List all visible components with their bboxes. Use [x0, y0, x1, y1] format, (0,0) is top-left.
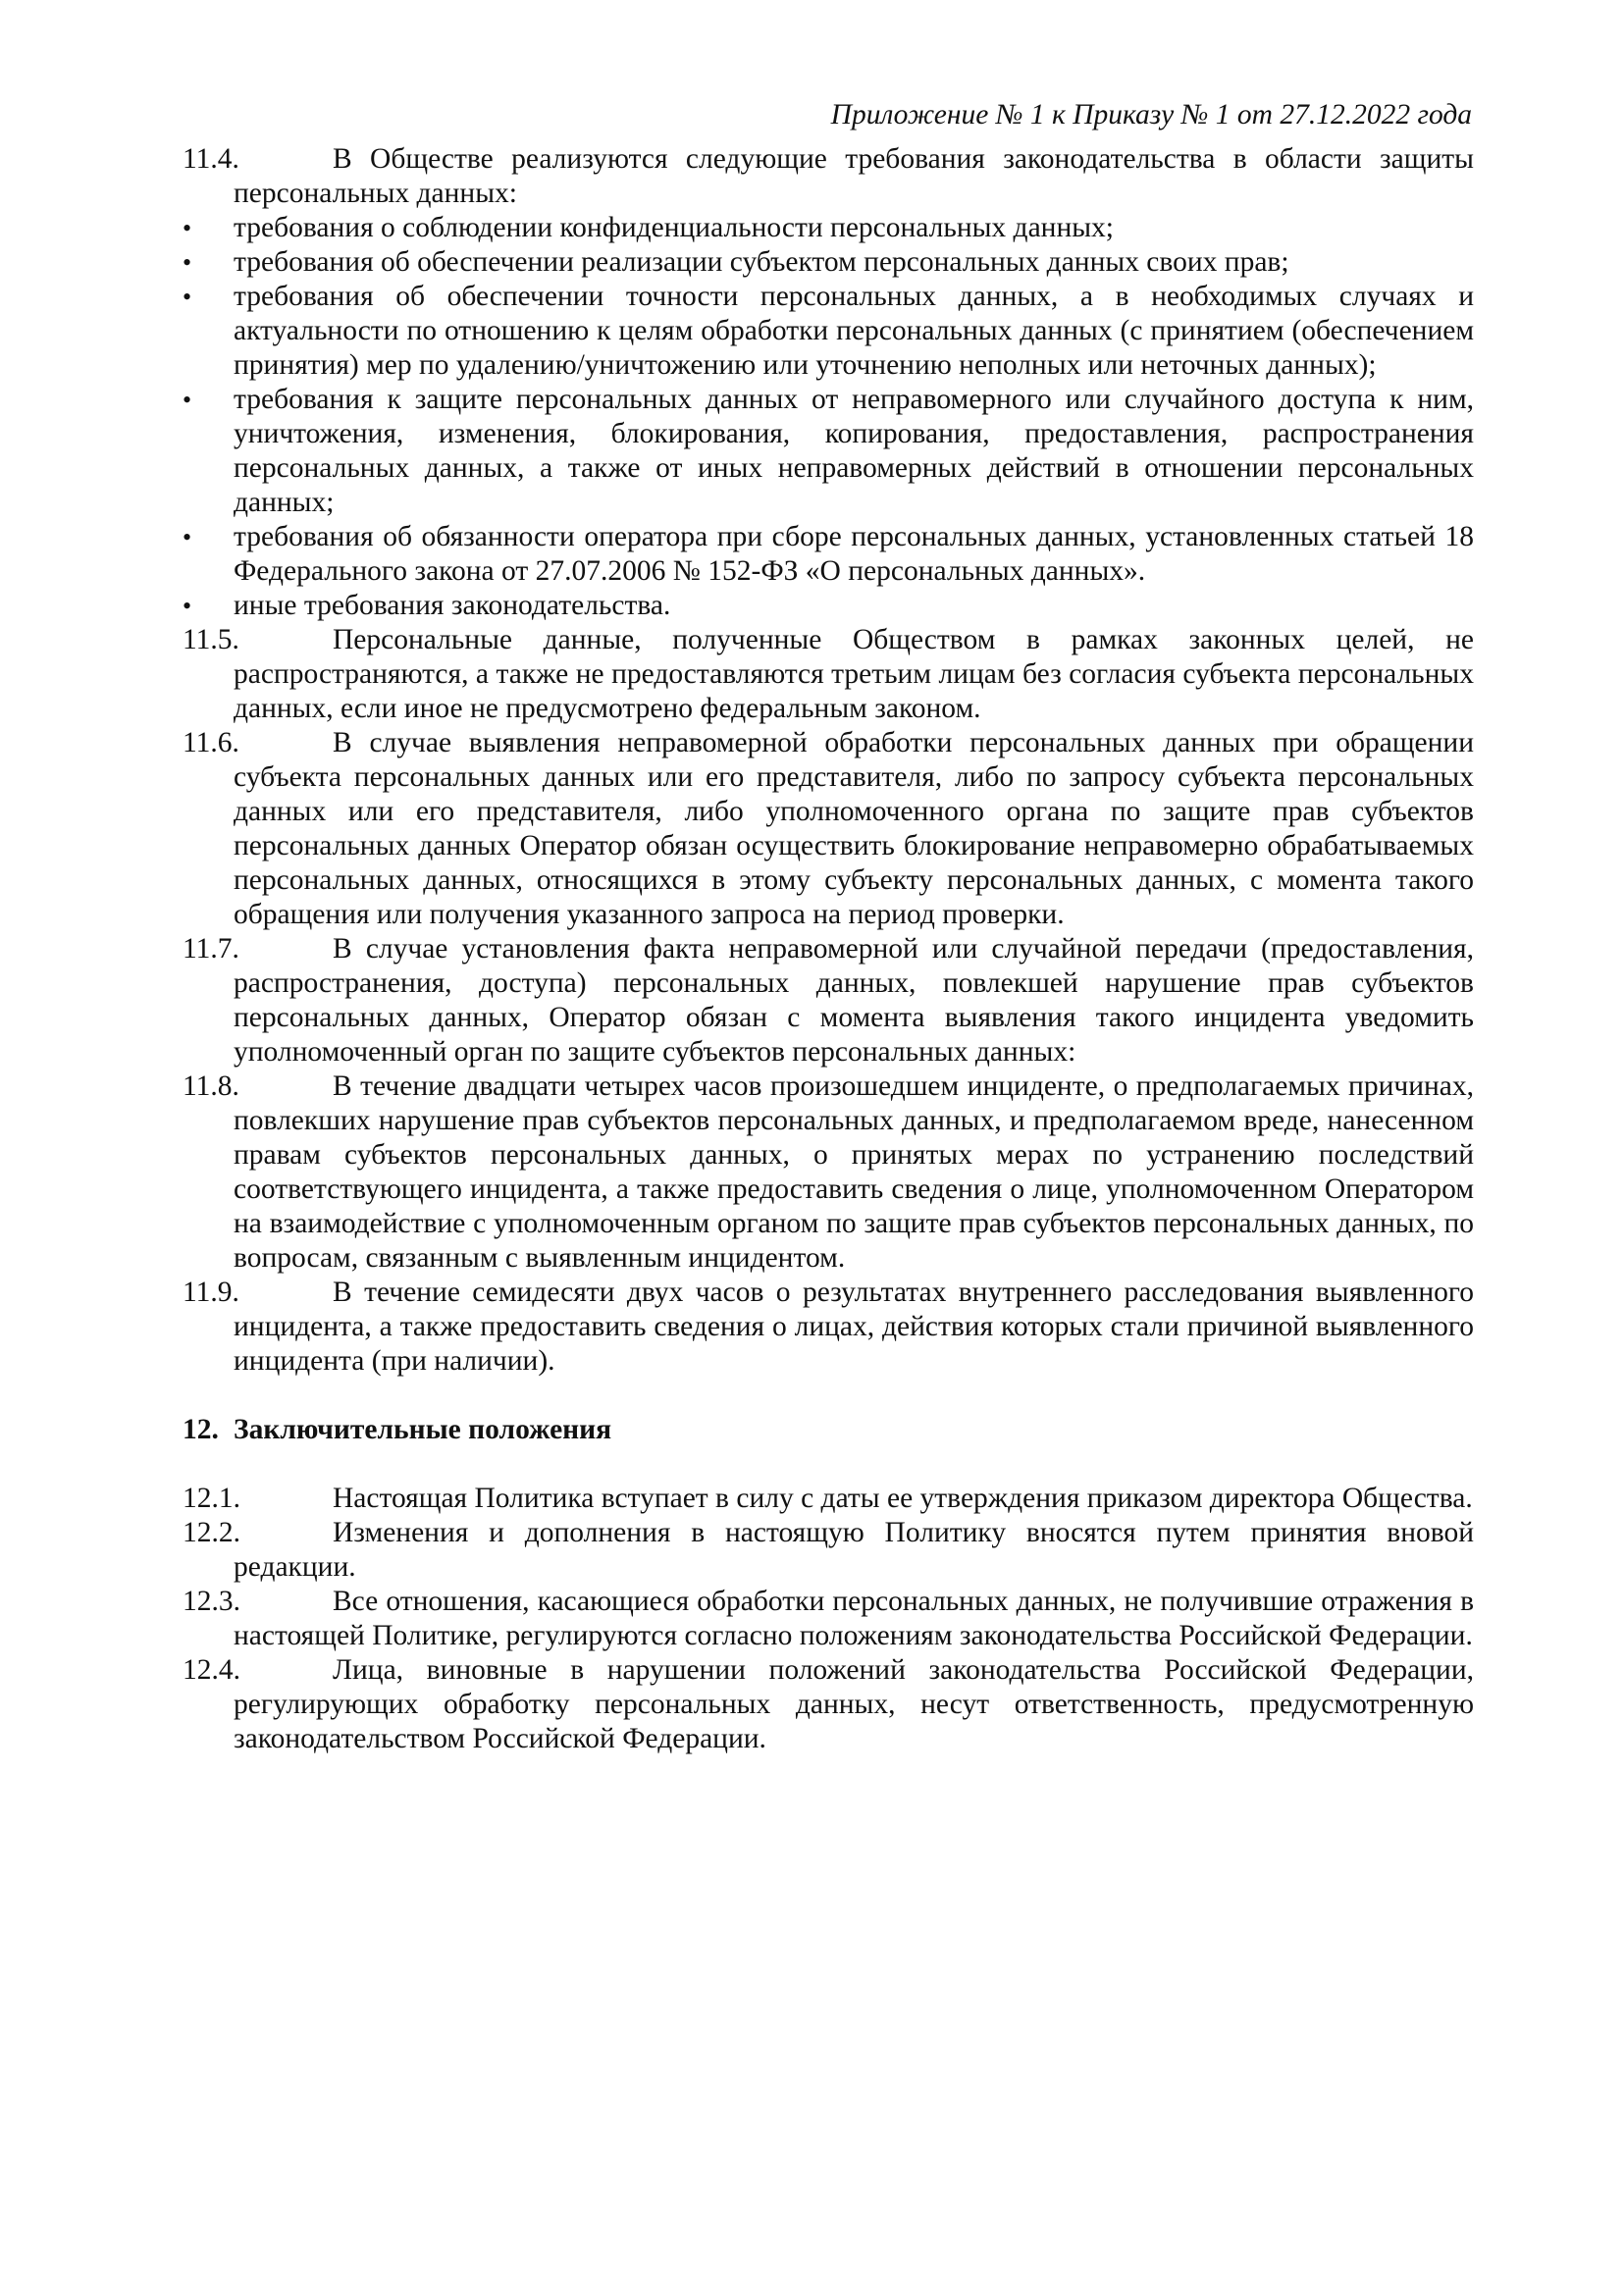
list-item-text: требования об обеспечении точности персональных данных, а в необходимых случаях и актуальности по отношению к целям обработки персональных данных (с принятием (обеспечением принятия) мер по удалению/уничтожению или уточнению неполных или неточных данных); [234, 281, 1474, 381]
list-item-text: требования об обеспечении реализации субъектом персональных данных своих прав; [234, 246, 1289, 278]
list-item [183, 383, 1474, 520]
bullet-icon: • [183, 248, 192, 277]
clause-number: 11.4. [183, 143, 239, 175]
clause-text: Настоящая Политика вступает в силу с даты ее утверждения приказом директора Общества. [333, 1483, 1473, 1514]
clause-12-4 [183, 1653, 1474, 1756]
document-body [183, 142, 1474, 1756]
list-item-text: требования об обязанности оператора при сборе персональных данных, установленных статьей 18 Федерального закона от 27.07.2006 № 152-ФЗ «О персональных данных». [234, 521, 1474, 587]
clause-text: В течение двадцати четырех часов произошедшем инциденте, о предполагаемых причинах, повлекших нарушение прав субъектов персональных данных, и предполагаемом вреде, нанесенном правам субъектов персональных данных, о принятых мерах по устранению последствий соответствующего инцидента, а также предоставить сведения о лице, уполномоченном Оператором на взаимодействие с уполномоченным органом по защите прав субъектов персональных данных, по вопросам, связанным с выявленным инцидентом. [234, 1070, 1474, 1274]
bullet-icon: • [183, 592, 192, 620]
clause-11-4 [183, 142, 1474, 211]
list-item [183, 211, 1474, 245]
clause-number: 11.6. [183, 727, 239, 758]
list-item [183, 280, 1474, 383]
clause-text: В течение семидесяти двух часов о результатах внутреннего расследования выявленного инцидента, а также предоставить сведения о лицах, действия которых стали причиной выявленного инцидента (при наличии). [234, 1277, 1474, 1377]
clause-number: 11.5. [183, 624, 239, 655]
clause-11-5 [183, 623, 1474, 726]
clause-text: Персональные данные, полученные Обществом в рамках законных целей, не распространяются, а также не предоставляются третьим лицам без согласия субъекта персональных данных, если иное не предусмотрено федеральным законом. [234, 624, 1474, 724]
clause-12-2 [183, 1516, 1474, 1585]
clause-text: Все отношения, касающиеся обработки персональных данных, не получившие отражения в настоящей Политике, регулируются согласно положениям законодательства Российской Федерации. [234, 1586, 1474, 1651]
clause-number: 12.3. [183, 1586, 240, 1617]
list-item-text: иные требования законодательства. [234, 590, 671, 621]
page-header: Приложение № 1 к Приказу № 1 от 27.12.2022 года [830, 99, 1472, 130]
clause-text: В Обществе реализуются следующие требования законодательства в области защиты персональных данных: [234, 143, 1474, 209]
bullet-icon: • [183, 386, 192, 414]
section-heading [183, 1413, 1474, 1447]
bullet-icon: • [183, 283, 192, 311]
bullet-icon: • [183, 523, 192, 551]
clause-number: 11.7. [183, 933, 239, 965]
clause-11-6 [183, 726, 1474, 932]
clause-12-1 [183, 1482, 1474, 1516]
list-item [183, 589, 1474, 623]
section-number: 12. [183, 1414, 219, 1445]
clause-text: Лица, виновные в нарушении положений законодательства Российской Федерации, регулирующих обработку персональных данных, несут ответственность, предусмотренную законодательством Российской Федерации. [234, 1654, 1474, 1754]
clause-text: Изменения и дополнения в настоящую Политику вносятся путем принятия вновой редакции. [234, 1517, 1474, 1583]
clause-11-7 [183, 932, 1474, 1069]
list-item [183, 245, 1474, 280]
clause-number: 11.8. [183, 1070, 239, 1102]
list-item-text: требования о соблюдении конфиденциальности персональных данных; [234, 212, 1114, 243]
clause-text: В случае установления факта неправомерной или случайной передачи (предоставления, распространения, доступа) персональных данных, повлекшей нарушение прав субъектов персональных данных, Оператор обязан с момента выявления такого инцидента уведомить уполномоченный орган по защите субъектов персональных данных: [234, 933, 1474, 1068]
section-title: Заключительные положения [234, 1414, 612, 1445]
clause-number: 11.9. [183, 1277, 239, 1308]
list-item [183, 520, 1474, 589]
clause-number: 12.2. [183, 1517, 240, 1548]
clause-text: В случае выявления неправомерной обработки персональных данных при обращении субъекта персональных данных или его представителя, либо по запросу субъекта персональных данных или его представителя, либо уполномоченного органа по защите прав субъектов персональных данных Оператор обязан осуществить блокирование неправомерно обрабатываемых персональных данных, относящихся в этому субъекту персональных данных, с момента такого обращения или получения указанного запроса на период проверки. [234, 727, 1474, 930]
clause-number: 12.1. [183, 1483, 240, 1514]
bullet-icon: • [183, 214, 192, 242]
spacer [183, 1447, 1474, 1482]
clause-11-8 [183, 1069, 1474, 1276]
clause-number: 12.4. [183, 1654, 240, 1686]
clause-11-9 [183, 1276, 1474, 1379]
list-item-text: требования к защите персональных данных от неправомерного или случайного доступа к ним, уничтожения, изменения, блокирования, копирования, предоставления, распространения персональных данных, а также от иных неправомерных действий в отношении персональных данных; [234, 384, 1474, 518]
clause-12-3 [183, 1585, 1474, 1653]
